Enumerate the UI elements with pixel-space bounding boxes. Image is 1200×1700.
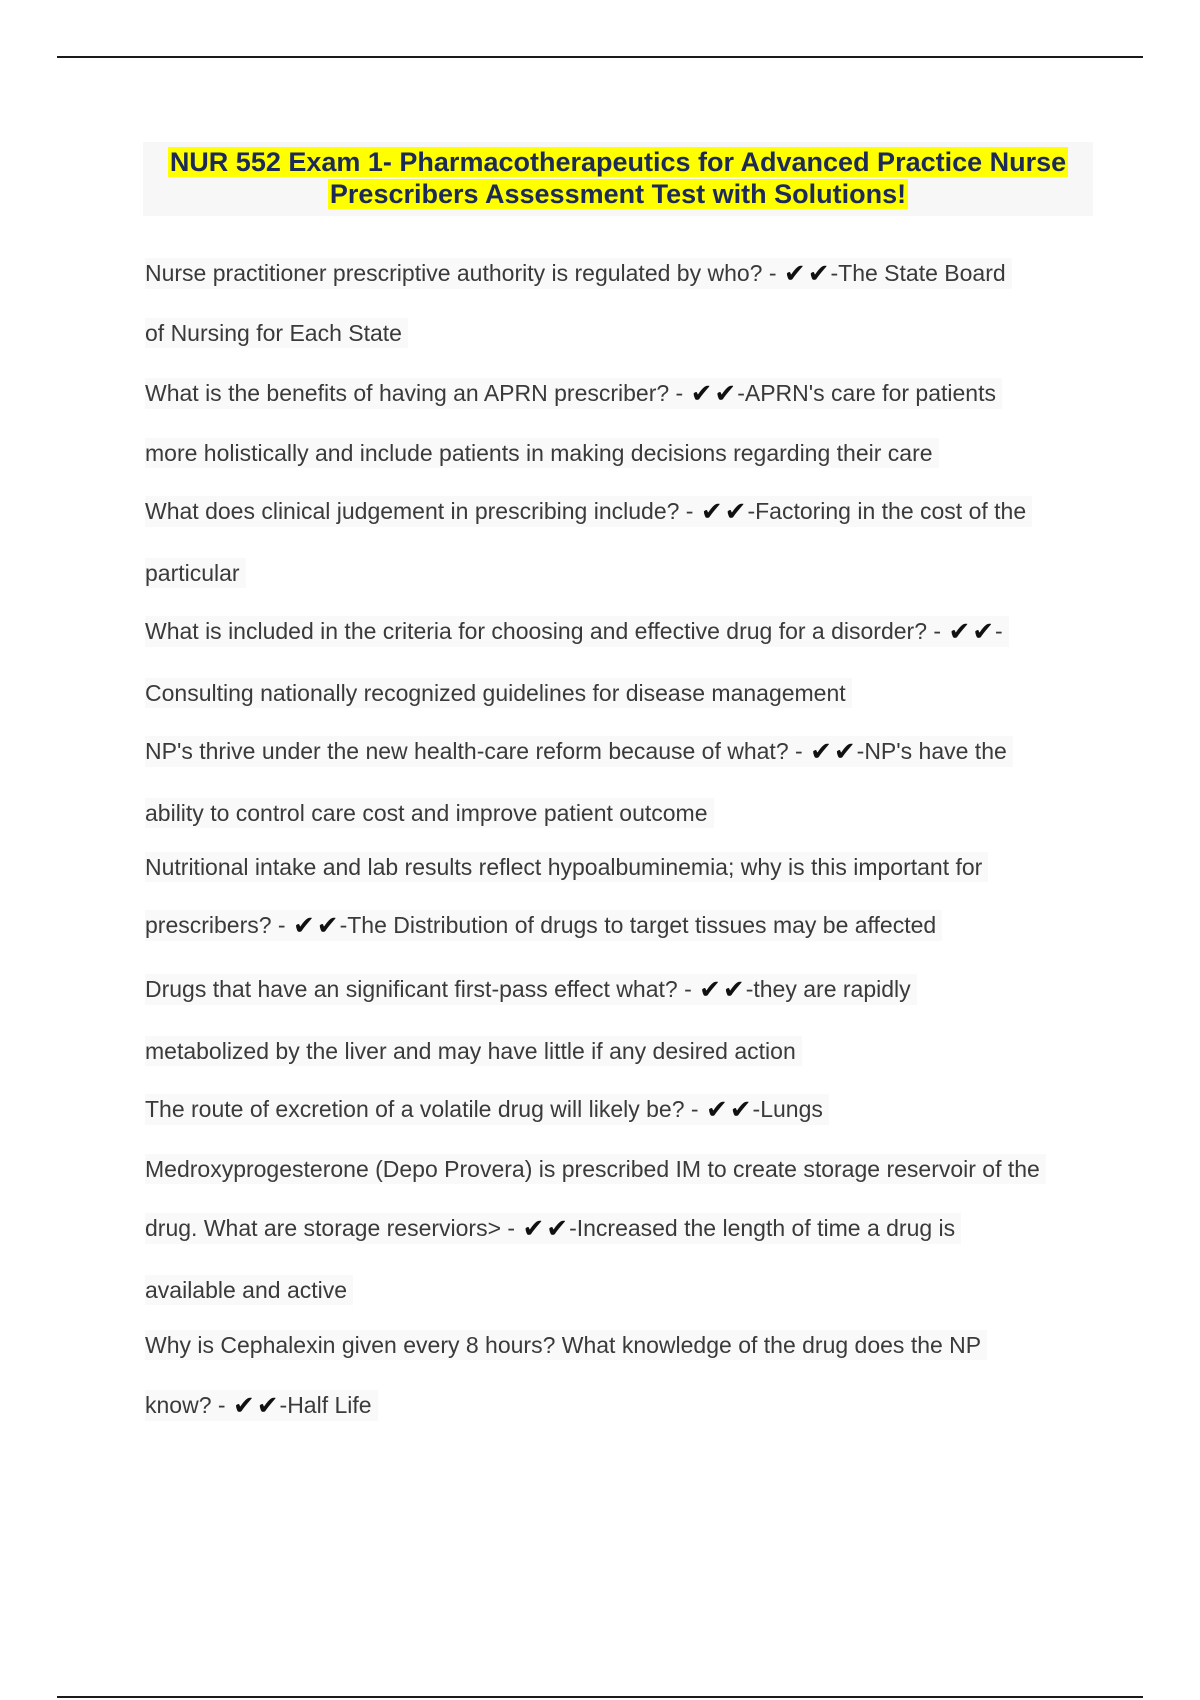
checkmark-icon: ✔ (522, 1214, 545, 1244)
qa-text: Medroxyprogesterone (Depo Provera) is prescribed IM to create storage reservoir of the (145, 1156, 1040, 1182)
qa-text: particular (145, 560, 240, 586)
qa-text: What is the benefits of having an APRN prescriber? - (145, 380, 690, 406)
checkmark-icon: ✔ (833, 737, 856, 767)
qa-line (145, 496, 1032, 527)
checkmark-icon: ✔ (972, 617, 995, 647)
qa-text: metabolized by the liver and may have little if any desired action (145, 1038, 796, 1064)
qa-line (145, 736, 1013, 767)
qa-line (145, 558, 246, 588)
qa-text: What is included in the criteria for choosing and effective drug for a disorder? - (145, 618, 948, 644)
qa-line (145, 318, 408, 348)
bottom-divider (57, 1696, 1143, 1698)
qa-answer: -The Distribution of drugs to target tissues may be affected (339, 912, 937, 938)
qa-line (145, 798, 714, 828)
qa-line (145, 438, 939, 468)
checkmark-icon: ✔ (690, 379, 713, 409)
qa-line (145, 1275, 353, 1305)
qa-text: Why is Cephalexin given every 8 hours? What knowledge of the drug does the NP (145, 1332, 982, 1358)
checkmark-icon: ✔ (705, 1095, 728, 1125)
qa-answer: -Factoring in the cost of the (747, 498, 1027, 524)
qa-text: available and active (145, 1277, 348, 1303)
title-line-2: Prescribers Assessment Test with Solutions! (329, 179, 907, 209)
checkmark-icon: ✔ (699, 975, 721, 1005)
qa-text: NP's thrive under the new health-care reform because of what? - (145, 738, 810, 764)
qa-line (145, 1390, 378, 1421)
checkmark-icon: ✔ (292, 911, 315, 941)
checkmark-icon: ✔ (232, 1391, 255, 1421)
qa-line (145, 378, 1002, 409)
qa-text: ability to control care cost and improve patient outcome (145, 800, 708, 826)
qa-line (145, 678, 852, 708)
qa-line (145, 974, 917, 1005)
qa-answer: -Lungs (752, 1096, 823, 1122)
qa-answer: -APRN's care for patients (737, 380, 996, 406)
qa-text: prescribers? - (145, 912, 292, 938)
document-title (143, 142, 1093, 216)
qa-line (145, 258, 1012, 289)
checkmark-icon: ✔ (316, 911, 339, 941)
qa-text: know? - (145, 1392, 232, 1418)
qa-text: Drugs that have an significant first-pass effect what? - (145, 976, 699, 1002)
qa-line (145, 1094, 829, 1125)
qa-text: Nutritional intake and lab results reflect hypoalbuminemia; why is this important for (145, 854, 983, 880)
qa-answer: -The State Board (830, 260, 1006, 286)
qa-text: The route of excretion of a volatile drug will likely be? - (145, 1096, 705, 1122)
qa-line (145, 852, 988, 882)
checkmark-icon: ✔ (722, 975, 745, 1005)
qa-line (145, 1036, 802, 1066)
qa-text: Consulting nationally recognized guidelines for disease management (145, 680, 846, 706)
top-divider (57, 56, 1143, 58)
checkmark-icon: ✔ (729, 1095, 752, 1125)
checkmark-icon: ✔ (714, 379, 737, 409)
qa-line (145, 1330, 987, 1360)
checkmark-icon: ✔ (700, 497, 723, 527)
qa-answer: -they are rapidly (745, 976, 911, 1002)
qa-line (145, 1213, 961, 1244)
checkmark-icon: ✔ (807, 259, 830, 289)
qa-text: Nurse practitioner prescriptive authority is regulated by who? - (145, 260, 783, 286)
qa-line (145, 1154, 1046, 1184)
qa-text: more holistically and include patients in making decisions regarding their care (145, 440, 933, 466)
qa-answer: -Half Life (279, 1392, 372, 1418)
checkmark-icon: ✔ (546, 1214, 569, 1244)
qa-text: What does clinical judgement in prescribing include? - (145, 498, 700, 524)
checkmark-icon: ✔ (783, 259, 806, 289)
checkmark-icon: ✔ (810, 737, 832, 767)
qa-line (145, 910, 942, 941)
qa-answer: -Increased the length of time a drug is (569, 1215, 956, 1241)
checkmark-icon: ✔ (948, 617, 971, 647)
qa-answer: -NP's have the (856, 738, 1007, 764)
checkmark-icon: ✔ (724, 497, 747, 527)
checkmark-icon: ✔ (256, 1391, 279, 1421)
title-line-1: NUR 552 Exam 1- Pharmacotherapeutics for Advanced Practice Nurse (169, 147, 1067, 177)
qa-answer: - (995, 618, 1003, 644)
qa-text: drug. What are storage reserviors> - (145, 1215, 522, 1241)
qa-line (145, 616, 1009, 647)
qa-text: of Nursing for Each State (145, 320, 402, 346)
